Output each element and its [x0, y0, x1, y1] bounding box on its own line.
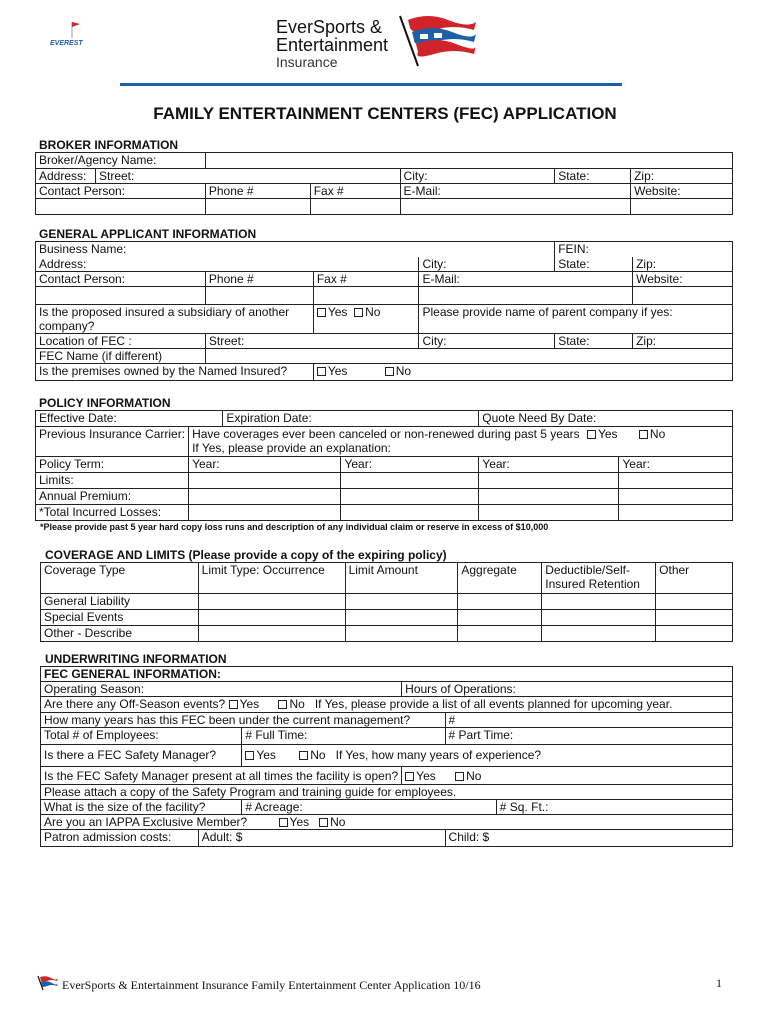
- broker-table: [35, 152, 733, 215]
- broker-phone-label[interactable]: Phone #: [205, 184, 310, 199]
- premises-yes-checkbox[interactable]: [317, 367, 326, 376]
- uw-offseason-row: [41, 697, 733, 713]
- premises-no-checkbox[interactable]: [385, 367, 394, 376]
- coverage-cell[interactable]: [345, 610, 458, 626]
- policy-effective-label[interactable]: Effective Date:: [36, 411, 223, 427]
- uw-size-question: What is the size of the facility?: [41, 800, 242, 815]
- coverage-row-label: Special Events: [41, 610, 199, 626]
- uw-iappa-row: [41, 815, 733, 830]
- subsidiary-q-line1: Is the proposed insured a subsidiary of another: [39, 305, 290, 319]
- coverage-cell[interactable]: [458, 594, 542, 610]
- uw-season-label[interactable]: Operating Season:: [41, 682, 402, 697]
- losses-cell-1[interactable]: [189, 505, 341, 521]
- offseason-yes-checkbox[interactable]: [229, 700, 238, 709]
- iappa-question: Are you an IAPPA Exclusive Member?: [44, 815, 248, 829]
- broker-phone-field[interactable]: [205, 199, 310, 215]
- premium-cell-3[interactable]: [479, 489, 619, 505]
- canceled-yes-checkbox[interactable]: [587, 430, 596, 439]
- applicant-location-cell: [36, 334, 206, 349]
- coverage-cell[interactable]: [656, 626, 733, 642]
- applicant-fecname-label: FEC Name (if different): [36, 349, 206, 364]
- brand-line-2: Entertainment: [276, 35, 389, 55]
- uw-fulltime-label[interactable]: # Full Time:: [242, 728, 445, 745]
- uw-hours-label[interactable]: Hours of Operations:: [402, 682, 733, 697]
- applicant-premises-options: [313, 364, 732, 381]
- coverage-cell[interactable]: [345, 626, 458, 642]
- coverage-cell[interactable]: [458, 610, 542, 626]
- uw-years-mgmt-label: How many years has this FEC been under the current management?: [41, 713, 446, 728]
- coverage-cell[interactable]: [198, 594, 345, 610]
- coverage-cell[interactable]: [542, 626, 656, 642]
- broker-website-label[interactable]: Website:: [631, 184, 733, 199]
- policy-prevcarrier-label[interactable]: Previous Insurance Carrier:: [36, 427, 189, 457]
- uw-attach-note: Please attach a copy of the Safety Program and training guide for employees.: [41, 785, 733, 800]
- coverage-cell[interactable]: [458, 626, 542, 642]
- broker-city-label[interactable]: City:: [400, 169, 555, 184]
- canceled-no-checkbox[interactable]: [639, 430, 648, 439]
- applicant-zip-label[interactable]: Zip:: [633, 257, 733, 272]
- offseason-ifyes-label: If Yes, please provide a list of all events planned for upcoming year.: [314, 697, 673, 711]
- canceled-explain-label: If Yes, please provide an explanation:: [192, 441, 391, 455]
- policy-heading: POLICY INFORMATION: [39, 396, 171, 410]
- coverage-col-other: Other: [656, 563, 733, 594]
- broker-address-label: Address:: [36, 169, 96, 184]
- broker-email-label[interactable]: E-Mail:: [400, 184, 631, 199]
- policy-table: [35, 410, 733, 521]
- offseason-no-checkbox[interactable]: [278, 700, 287, 709]
- brand-line-1: EverSports &: [276, 17, 383, 37]
- eversports-logo: [276, 18, 486, 74]
- applicant-address-label[interactable]: Address:: [36, 257, 419, 272]
- location-label: Location of FEC :: [39, 334, 132, 348]
- coverage-col-type: Coverage Type: [41, 563, 199, 594]
- applicant-fein-label[interactable]: FEIN:: [555, 242, 733, 257]
- coverage-row-label: Other - Describe: [41, 626, 199, 642]
- flag-logo-icon: [398, 12, 478, 68]
- uw-employees-label: Total # of Employees:: [41, 728, 242, 745]
- underwriting-table: [40, 666, 733, 847]
- safety-yes-label: Yes: [256, 748, 276, 762]
- fec-general-subheading: FEC GENERAL INFORMATION:: [41, 667, 733, 682]
- applicant-fax-field[interactable]: [313, 287, 419, 305]
- losses-cell-2[interactable]: [341, 505, 479, 521]
- offseason-yes-label: Yes: [239, 697, 260, 711]
- applicant-email-label[interactable]: E-Mail:: [419, 272, 633, 287]
- canceled-no-label: No: [649, 427, 666, 441]
- header-rule: [120, 83, 622, 86]
- applicant-street-label[interactable]: Street:: [205, 334, 419, 349]
- limits-cell-4[interactable]: [619, 473, 733, 489]
- policy-premium-label: Annual Premium:: [36, 489, 189, 505]
- applicant-phone-label[interactable]: Phone #: [205, 272, 313, 287]
- offseason-question: Are there any Off-Season events?: [44, 697, 226, 711]
- policy-year-4[interactable]: Year:: [619, 457, 733, 473]
- subsidiary-no-checkbox[interactable]: [354, 308, 363, 317]
- policy-limits-label: Limits:: [36, 473, 189, 489]
- policy-year-1[interactable]: Year:: [189, 457, 341, 473]
- applicant-website-label[interactable]: Website:: [633, 272, 733, 287]
- broker-heading: BROKER INFORMATION: [39, 138, 179, 152]
- everest-logo: [48, 18, 98, 52]
- broker-contact-field[interactable]: [36, 199, 206, 215]
- coverage-cell[interactable]: [345, 594, 458, 610]
- uw-years-mgmt-field[interactable]: #: [445, 713, 732, 728]
- subsidiary-q-line2: company?: [39, 319, 95, 333]
- deductible-line2: Insured Retention: [545, 577, 640, 591]
- present-no-label: No: [466, 769, 482, 783]
- uw-adult-label[interactable]: Adult: $: [198, 830, 445, 847]
- premium-cell-1[interactable]: [189, 489, 341, 505]
- policy-losses-label: *Total Incurred Losses:: [36, 505, 189, 521]
- present-no-checkbox[interactable]: [455, 772, 464, 781]
- uw-safety-question: Is there a FEC Safety Manager?: [41, 745, 242, 767]
- applicant-contact-label[interactable]: Contact Person:: [36, 272, 206, 287]
- iappa-yes-checkbox[interactable]: [279, 818, 288, 827]
- applicant-subsidiary-options: [313, 305, 419, 334]
- applicant-contact-field[interactable]: [36, 287, 206, 305]
- everest-logo-text: EVEREST: [50, 40, 83, 47]
- coverage-heading: COVERAGE AND LIMITS (Please provide a copy of the expiring policy): [45, 548, 447, 562]
- offseason-no-label: No: [289, 697, 305, 711]
- applicant-fecname-field[interactable]: [205, 349, 732, 364]
- applicant-phone-field[interactable]: [205, 287, 313, 305]
- broker-street-label[interactable]: Street:: [95, 169, 400, 184]
- uw-admission-label: Patron admission costs:: [41, 830, 199, 847]
- broker-email-field[interactable]: [400, 199, 631, 215]
- present-yes-checkbox[interactable]: [405, 772, 414, 781]
- broker-fax-label[interactable]: Fax #: [310, 184, 400, 199]
- policy-term-label: Policy Term:: [36, 457, 189, 473]
- uw-acreage-label[interactable]: # Acreage:: [242, 800, 496, 815]
- premises-yes-label: Yes: [327, 364, 348, 378]
- iappa-no-label: No: [330, 815, 346, 829]
- subsidiary-no-label: No: [365, 305, 381, 319]
- applicant-email-field[interactable]: [419, 287, 633, 305]
- losses-cell-4[interactable]: [619, 505, 733, 521]
- applicant-city-label[interactable]: City:: [419, 257, 555, 272]
- policy-footnote: *Please provide past 5 year hard copy loss runs and description of any individual claim or reserve in excess of $10,000: [40, 522, 549, 532]
- coverage-col-aggregate: Aggregate: [458, 563, 542, 594]
- iappa-no-checkbox[interactable]: [319, 818, 328, 827]
- footer-text: EverSports & Entertainment Insurance Family Entertainment Center Application 10/16: [62, 978, 481, 992]
- limits-cell-3[interactable]: [479, 473, 619, 489]
- iappa-yes-label: Yes: [289, 815, 310, 829]
- applicant-parent-label[interactable]: Please provide name of parent company if yes:: [419, 305, 733, 334]
- safety-no-checkbox[interactable]: [299, 751, 308, 760]
- policy-canceled-cell: [189, 427, 733, 457]
- applicant-state2-label[interactable]: State:: [555, 334, 633, 349]
- applicant-city2-label[interactable]: City:: [419, 334, 555, 349]
- coverage-cell[interactable]: [656, 594, 733, 610]
- applicant-zip2-label[interactable]: Zip:: [633, 334, 733, 349]
- coverage-cell[interactable]: [198, 610, 345, 626]
- deductible-line1: Deductible/Self-: [545, 563, 630, 577]
- uw-present-question: Is the FEC Safety Manager present at all times the facility is open?: [41, 767, 402, 785]
- safety-no-label: No: [310, 748, 326, 762]
- policy-year-3[interactable]: Year:: [479, 457, 619, 473]
- present-yes-label: Yes: [416, 769, 436, 783]
- applicant-heading: GENERAL APPLICANT INFORMATION: [39, 227, 257, 241]
- coverage-cell[interactable]: [198, 626, 345, 642]
- coverage-cell[interactable]: [656, 610, 733, 626]
- coverage-row-label: General Liability: [41, 594, 199, 610]
- footer-flag-icon: [37, 975, 59, 991]
- applicant-business-label[interactable]: Business Name:: [36, 242, 555, 257]
- applicant-fax-label[interactable]: Fax #: [313, 272, 419, 287]
- canceled-question: Have coverages ever been canceled or non-renewed during past 5 years: [192, 427, 580, 441]
- coverage-col-limitamount: Limit Amount: [345, 563, 458, 594]
- policy-expiration-label[interactable]: Expiration Date:: [223, 411, 479, 427]
- applicant-table: [35, 241, 733, 381]
- page-title: FAMILY ENTERTAINMENT CENTERS (FEC) APPLICATION: [153, 104, 617, 123]
- broker-contact-label[interactable]: Contact Person:: [36, 184, 206, 199]
- safety-ifyes-label: If Yes, how many years of experience?: [335, 748, 542, 762]
- broker-zip-label[interactable]: Zip:: [631, 169, 733, 184]
- coverage-table: [40, 562, 733, 642]
- subsidiary-yes-checkbox[interactable]: [317, 308, 326, 317]
- uw-safety-options: [242, 745, 733, 767]
- underwriting-heading: UNDERWRITING INFORMATION: [45, 652, 227, 666]
- applicant-website-field[interactable]: [633, 287, 733, 305]
- canceled-yes-label: Yes: [597, 427, 618, 441]
- policy-year-2[interactable]: Year:: [341, 457, 479, 473]
- broker-website-field[interactable]: [631, 199, 733, 215]
- uw-sqft-label[interactable]: # Sq. Ft.:: [496, 800, 732, 815]
- safety-yes-checkbox[interactable]: [245, 751, 254, 760]
- premises-no-label: No: [395, 364, 412, 378]
- limits-cell-2[interactable]: [341, 473, 479, 489]
- coverage-col-limittype: Limit Type: Occurrence: [198, 563, 345, 594]
- policy-quoteneed-label[interactable]: Quote Need By Date:: [479, 411, 733, 427]
- broker-name-label: Broker/Agency Name:: [36, 153, 206, 169]
- premium-cell-2[interactable]: [341, 489, 479, 505]
- applicant-state-label[interactable]: State:: [555, 257, 633, 272]
- uw-present-options: [402, 767, 733, 785]
- coverage-cell[interactable]: [542, 594, 656, 610]
- uw-parttime-label[interactable]: # Part Time:: [445, 728, 732, 745]
- brand-line-3: Insurance: [276, 54, 338, 70]
- broker-name-field[interactable]: [205, 153, 732, 169]
- uw-child-label[interactable]: Child: $: [445, 830, 732, 847]
- subsidiary-yes-label: Yes: [327, 305, 348, 319]
- broker-fax-field[interactable]: [310, 199, 400, 215]
- coverage-cell[interactable]: [542, 610, 656, 626]
- applicant-subsidiary-question: [36, 305, 314, 334]
- page-number: 1: [716, 976, 722, 990]
- broker-state-label[interactable]: State:: [555, 169, 631, 184]
- applicant-premises-question: Is the premises owned by the Named Insured?: [36, 364, 314, 381]
- coverage-col-deductible: [542, 563, 656, 594]
- losses-cell-3[interactable]: [479, 505, 619, 521]
- limits-cell-1[interactable]: [189, 473, 341, 489]
- premium-cell-4[interactable]: [619, 489, 733, 505]
